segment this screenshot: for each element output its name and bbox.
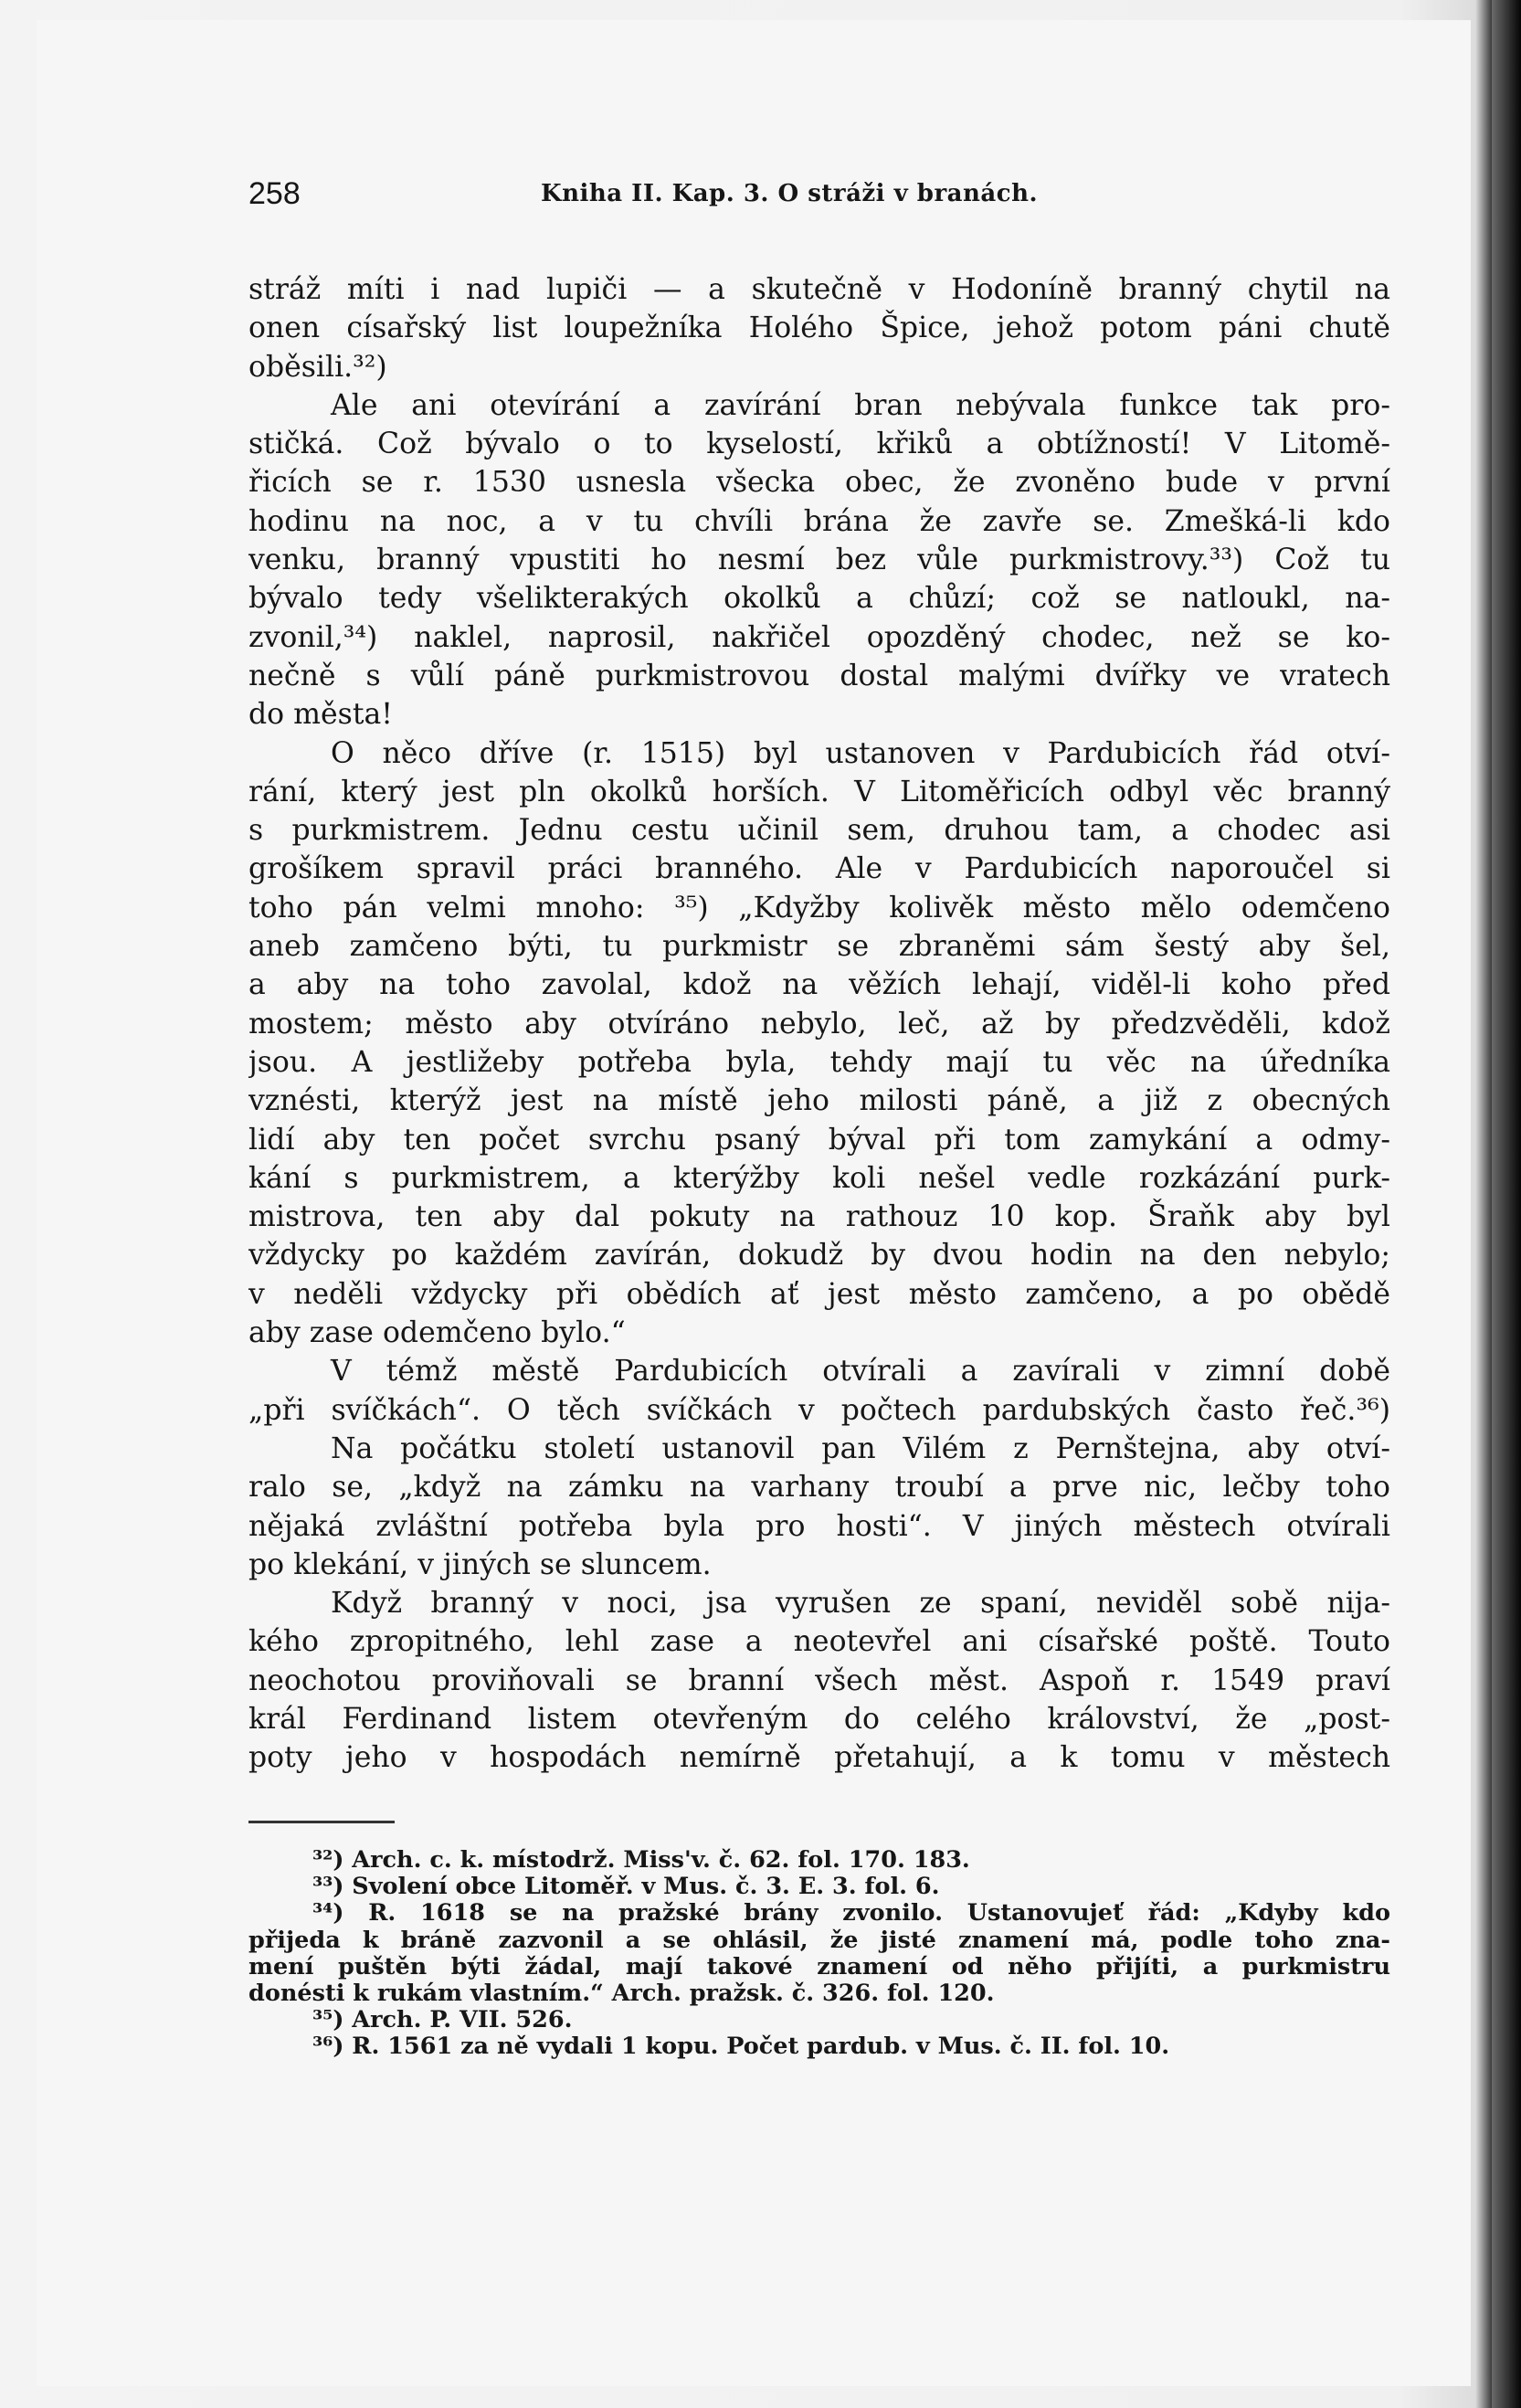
text-line: venku, branný vpustiti ho nesmí bez vůle purkmistrovy.³³) Což tu xyxy=(248,544,1390,577)
text-line: O něco dříve (r. 1515) byl ustanoven v Pardubicích řád otví- xyxy=(331,736,1390,770)
scan-edge-shadow xyxy=(1492,0,1521,2408)
footnote-line: donésti k rukám vlastním.“ Arch. pražsk. č. 326. fol. 120. xyxy=(248,1980,995,2008)
running-head: Kniha II. Kap. 3. O stráži v branách. xyxy=(541,180,1039,207)
text-line: toho pán velmi mnoho: ³⁵) „Kdyžby kolivěk město mělo odemčeno xyxy=(248,891,1390,924)
text-line: do města! xyxy=(248,698,393,732)
text-line: mostem; město aby otvíráno nebylo, leč, až by předzvěděli, kdož xyxy=(248,1007,1390,1040)
text-line: ralo se, „když na zámku na varhany troubí a prve nic, lečby toho xyxy=(248,1471,1390,1505)
footnote-line: ³⁵) Arch. P. VII. 526. xyxy=(312,2007,573,2034)
text-line: stičká. Což bývalo o to kyselostí, křiků a obtížností! V Litomě- xyxy=(248,428,1390,461)
text-line: lidí aby ten počet svrchu psaný býval při tom zamykání a odmy- xyxy=(248,1123,1390,1156)
text-line: a aby na toho zavolal, kdož na věžích lehají, viděl-li koho před xyxy=(248,968,1390,1002)
text-line: neochotou proviňovali se branní všech měst. Aspoň r. 1549 praví xyxy=(248,1663,1390,1697)
text-line: vznésti, kterýž jest na místě jeho milosti páně, a již z obecných xyxy=(248,1084,1390,1118)
footnote-line: mení puštěn býti žádal, mají takové znamení od něho přijíti, a purkmistru xyxy=(248,1953,1390,1980)
footnote-line: ³²) Arch. c. k. místodrž. Miss'v. č. 62. fol. 170. 183. xyxy=(312,1847,970,1874)
text-line: mistrova, ten aby dal pokuty na rathouz 10 kop. Šraňk aby byl xyxy=(248,1200,1390,1234)
footnote-line: ³⁶) R. 1561 za ně vydali 1 kopu. Počet pardub. v Mus. č. II. fol. 10. xyxy=(312,2033,1170,2061)
text-line: grošíkem spravil práci branného. Ale v Pardubicích naporoučel si xyxy=(248,852,1390,886)
text-line: jsou. A jestližeby potřeba byla, tehdy mají tu věc na úředníka xyxy=(248,1045,1390,1079)
text-line: řicích se r. 1530 usnesla všecka obec, že zvoněno bude v první xyxy=(248,466,1390,500)
text-line: oběsili.³²) xyxy=(248,350,387,384)
text-line: aby zase odemčeno bylo.“ xyxy=(248,1316,626,1350)
text-line: zvonil,³⁴) naklel, naprosil, nakřičel opozděný chodec, než se ko- xyxy=(248,620,1390,654)
footnotes xyxy=(248,1847,1390,2061)
text-line: nečně s vůlí páně purkmistrovou dostal malými dvířky ve vratech xyxy=(248,659,1390,692)
footnote-line: ³⁴) R. 1618 se na pražské brány zvonilo. Ustanovujeť řád: „Kdyby kdo xyxy=(312,1900,1390,1927)
text-line: V témž městě Pardubicích otvírali a zavírali v zimní době xyxy=(331,1355,1390,1389)
text-line: kého zpropitného, lehl zase a neotevřel ani císařské poště. Touto xyxy=(248,1625,1390,1659)
text-line: po klekání, v jiných se sluncem. xyxy=(248,1547,712,1581)
footnote-line: ³³) Svolení obce Litoměř. v Mus. č. 3. E. 3. fol. 6. xyxy=(312,1874,940,1901)
text-line: hodinu na noc, a v tu chvíli brána že zavře se. Zmešká-li kdo xyxy=(248,504,1390,538)
footnote-line: přijeda k bráně zazvonil a se ohlásil, že jisté znamení má, podle toho zna- xyxy=(248,1927,1390,1954)
text-line: s purkmistrem. Jednu cestu učinil sem, druhou tam, a chodec asi xyxy=(248,814,1390,848)
text-line: stráž míti i nad lupiči — a skutečně v Hodoníně branný chytil na xyxy=(248,273,1390,306)
text-line: král Ferdinand listem otevřeným do celého království, že „post- xyxy=(248,1702,1390,1736)
text-line: „při svíčkách“. O těch svíčkách v počtech pardubských často řeč.³⁶) xyxy=(248,1393,1390,1427)
text-line: Ale ani otevírání a zavírání bran nebývala funkce tak pro- xyxy=(331,388,1390,422)
text-line: bývalo tedy všelikterakých okolků a chůzí; což se natloukl, na- xyxy=(248,582,1390,616)
text-line: nějaká zvláštní potřeba byla pro hosti“. V jiných městech otvírali xyxy=(248,1509,1390,1543)
footnote-divider xyxy=(248,1821,395,1823)
page-header xyxy=(248,176,1390,218)
text-line: onen císařský list loupežníka Holého Špice, jehož potom páni chutě xyxy=(248,312,1390,345)
text-line: Když branný v noci, jsa vyrušen ze spaní, neviděl sobě nija- xyxy=(331,1587,1390,1621)
text-line: rání, který jest pln okolků horších. V Litoměřicích odbyl věc branný xyxy=(248,775,1390,808)
text-line: aneb zamčeno býti, tu purkmistr se zbraněmi sám šestý aby šel, xyxy=(248,930,1390,964)
text-line: vždycky po každém zavírán, dokudž by dvou hodin na den nebylo; xyxy=(248,1239,1390,1273)
body-text xyxy=(248,270,1390,1778)
text-line: v neděli vždycky při obědích ať jest město zamčeno, a po obědě xyxy=(248,1277,1390,1311)
text-line: poty jeho v hospodách nemírně přetahují, a k tomu v městech xyxy=(248,1741,1390,1775)
page-number: 258 xyxy=(248,176,301,211)
text-line: kání s purkmistrem, a kterýžby koli nešel vedle rozkázání purk- xyxy=(248,1161,1390,1195)
text-line: Na počátku století ustanovil pan Vilém z Pernštejna, aby otví- xyxy=(331,1431,1390,1465)
